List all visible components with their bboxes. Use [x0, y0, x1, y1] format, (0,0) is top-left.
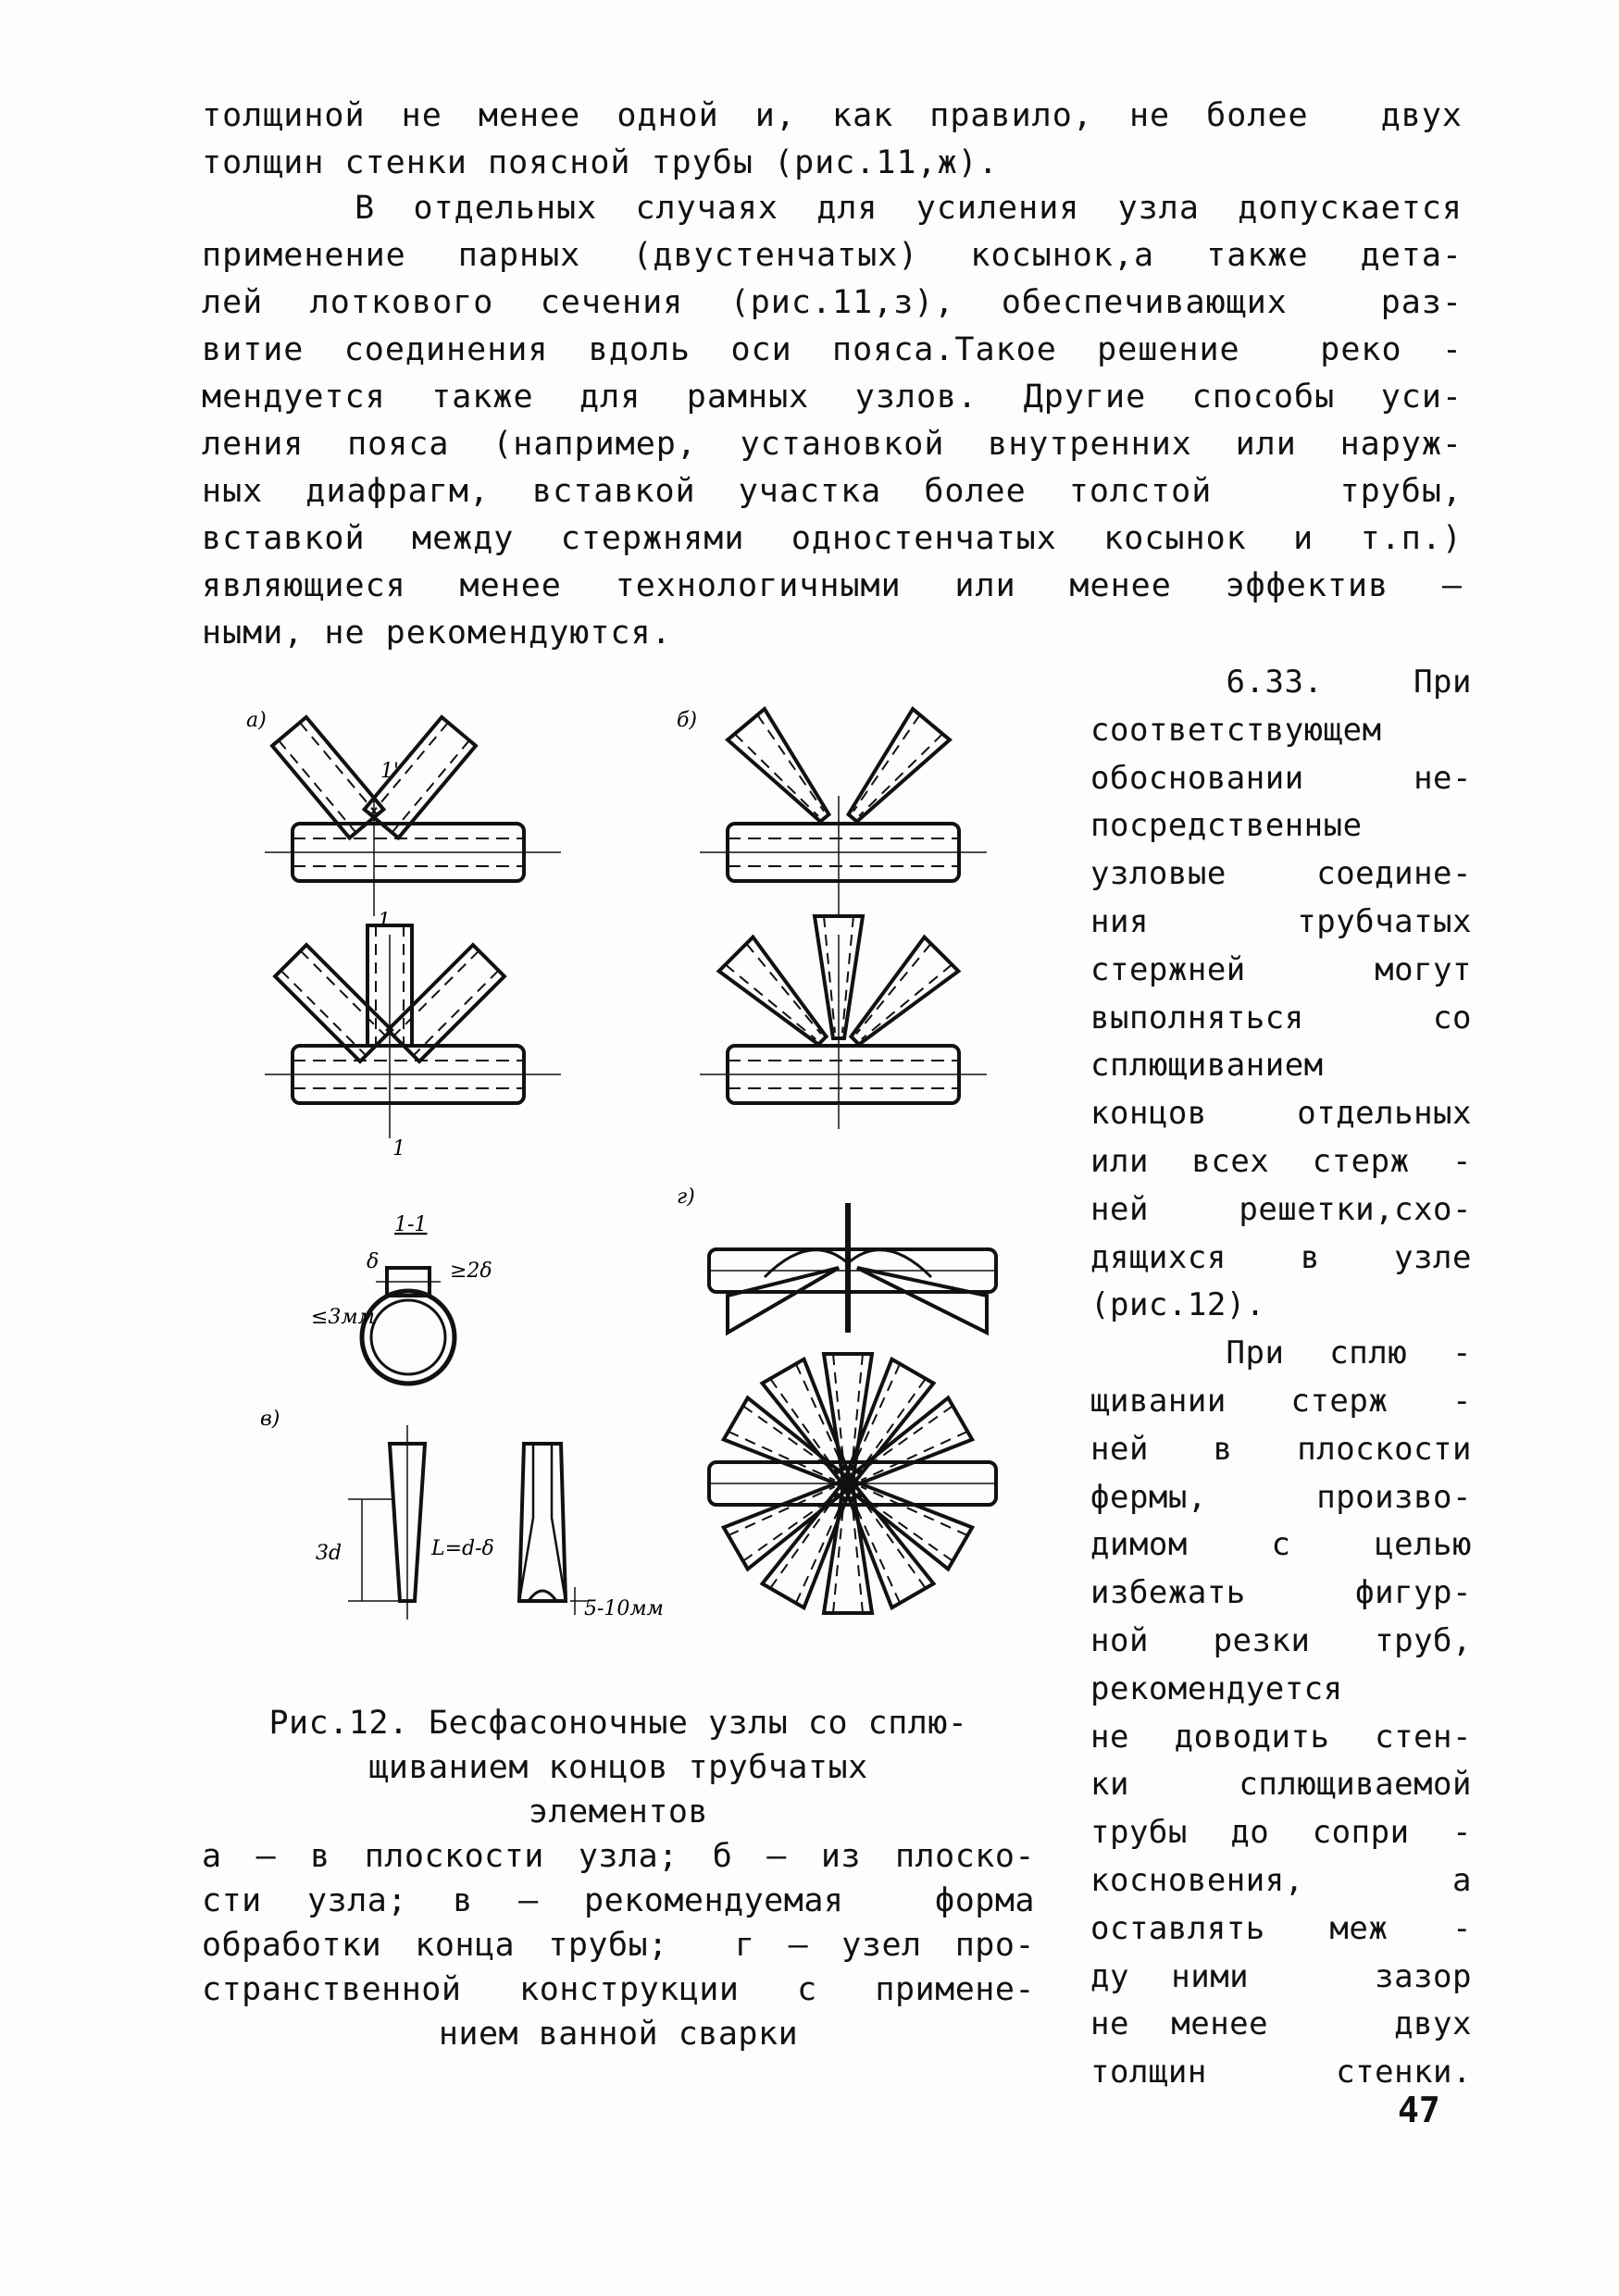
- page-number: 47: [1398, 2090, 1440, 2130]
- text-line: лей лоткового сечения (рис.11,з), обеспечивающих раз-: [202, 284, 1463, 321]
- text-line: соответствующем: [1090, 711, 1382, 749]
- spatial-node-side: [709, 1203, 996, 1333]
- text-line: концов отдельных: [1090, 1095, 1472, 1133]
- label-three-mm: ≤3мм: [311, 1306, 375, 1329]
- figure-caption: [202, 1701, 1035, 2056]
- text-line: ния трубчатых: [1090, 902, 1472, 940]
- side-column-text: [1090, 659, 1472, 2097]
- text-line: димом с целью: [1090, 1526, 1472, 1564]
- text-line: витие соединения вдоль оси пояса.Такое решение реко -: [202, 331, 1463, 368]
- text-line: ней в плоскости: [1090, 1430, 1472, 1468]
- figure-12-drawing: [209, 685, 1070, 1638]
- caption-desc-line: а – в плоскости узла; б – из плоско-: [202, 1838, 1035, 1875]
- flattened-brace-b1-left: [728, 709, 843, 834]
- label-one-sub-top: 1: [378, 910, 391, 933]
- text-line: сплющиванием: [1090, 1047, 1324, 1085]
- text-line: ки сплющиваемой: [1090, 1766, 1472, 1804]
- text-line: щивании стерж -: [1090, 1382, 1472, 1420]
- flattened-end-front-view: [519, 1444, 589, 1615]
- text-line: трубы до сопри -: [1090, 1814, 1472, 1852]
- caption-title-line: щиванием концов трубчатых: [368, 1749, 868, 1786]
- caption-title-line: Рис.12. Бесфасоночные узлы со сплю-: [268, 1705, 968, 1742]
- label-l-dim: L=d-δ: [431, 1537, 494, 1560]
- text-line: ней решетки,схо-: [1090, 1190, 1472, 1228]
- text-line: оставлять меж -: [1090, 1909, 1472, 1947]
- text-line: При сплю -: [1090, 1334, 1472, 1372]
- spatial-node-star: [709, 1354, 996, 1613]
- flattened-brace-b1-right: [834, 709, 950, 834]
- text-line: толщин стенки поясной трубы (рис.11,ж).: [202, 144, 999, 181]
- text-line: рекомендуется: [1090, 1669, 1343, 1707]
- text-line: косновения, а: [1090, 1861, 1472, 1899]
- brace-a1-left: [272, 717, 383, 838]
- label-one-prime: 1': [380, 760, 400, 783]
- label-g: г): [677, 1185, 695, 1209]
- text-line: не доводить стен-: [1090, 1718, 1472, 1756]
- text-line: ных диафрагм, вставкой участка более толстой трубы,: [202, 473, 1463, 510]
- flattened-end-side-view: [348, 1425, 425, 1620]
- text-line: толщиной не менее одной и, как правило, не более двух: [202, 97, 1463, 134]
- label-three-d: 3d: [316, 1542, 342, 1565]
- text-line: не менее двух: [1090, 2005, 1472, 2043]
- label-section: 1-1: [394, 1213, 428, 1236]
- text-line: дящихся в узле: [1090, 1238, 1472, 1276]
- text-line: применение парных (двустенчатых) косынок,а также дета-: [202, 237, 1463, 274]
- text-line: являющиеся менее технологичными или менее эффектив –: [202, 567, 1463, 604]
- text-line: обосновании не-: [1090, 759, 1472, 797]
- label-delta: δ: [367, 1250, 380, 1273]
- text-line: мендуется также для рамных узлов. Другие способы уси-: [202, 379, 1463, 416]
- text-line: посредственные: [1090, 807, 1363, 845]
- text-line: ду ними зазор: [1090, 1957, 1472, 1995]
- text-line: фермы, произво-: [1090, 1478, 1472, 1516]
- text-line: вставкой между стержнями одностенчатых косынок и т.п.): [202, 520, 1463, 557]
- label-gap: 5-10мм: [584, 1597, 664, 1620]
- section-view: [362, 1268, 455, 1384]
- text-line: узловые соедине-: [1090, 855, 1472, 893]
- text-line: ления пояса (например, установкой внутренних или наруж-: [202, 426, 1463, 463]
- text-line: избежать фигур-: [1090, 1574, 1472, 1612]
- label-b: б): [677, 709, 698, 732]
- caption-title-line: элементов: [528, 1793, 709, 1831]
- label-one-sub-bottom: 1: [392, 1137, 405, 1160]
- text-line: ной резки труб,: [1090, 1621, 1472, 1659]
- caption-desc-line: обработки конца трубы; г – узел про-: [202, 1927, 1035, 1964]
- technical-drawing: [209, 685, 1070, 1638]
- label-two-delta: ≥2δ: [450, 1260, 492, 1283]
- caption-description: [202, 1834, 1035, 2056]
- chord-pipe-b1: [700, 796, 987, 916]
- text-line: выполняться со: [1090, 999, 1472, 1036]
- caption-desc-line: сти узла; в – рекомендуемая форма: [202, 1882, 1035, 1919]
- label-a: а): [246, 709, 267, 732]
- text-line: В отдельных случаях для усиления узла допускается: [202, 190, 1463, 227]
- label-v: в): [260, 1408, 280, 1431]
- text-line: 6.33. При: [1090, 664, 1472, 701]
- caption-desc-line: нием ванной сварки: [438, 2016, 799, 2053]
- text-line: или всех стерж -: [1090, 1142, 1472, 1180]
- text-line: толщин стенки.: [1090, 2054, 1472, 2091]
- chord-pipe-a1: [265, 796, 561, 916]
- second-paragraph: [202, 185, 1463, 657]
- text-line: стержней могут: [1090, 950, 1472, 988]
- text-line: ными, не рекомендуются.: [202, 614, 672, 652]
- text-line: (рис.12).: [1090, 1286, 1265, 1324]
- top-paragraph: [202, 93, 1463, 187]
- caption-desc-line: странственной конструкции с примене-: [202, 1971, 1035, 2008]
